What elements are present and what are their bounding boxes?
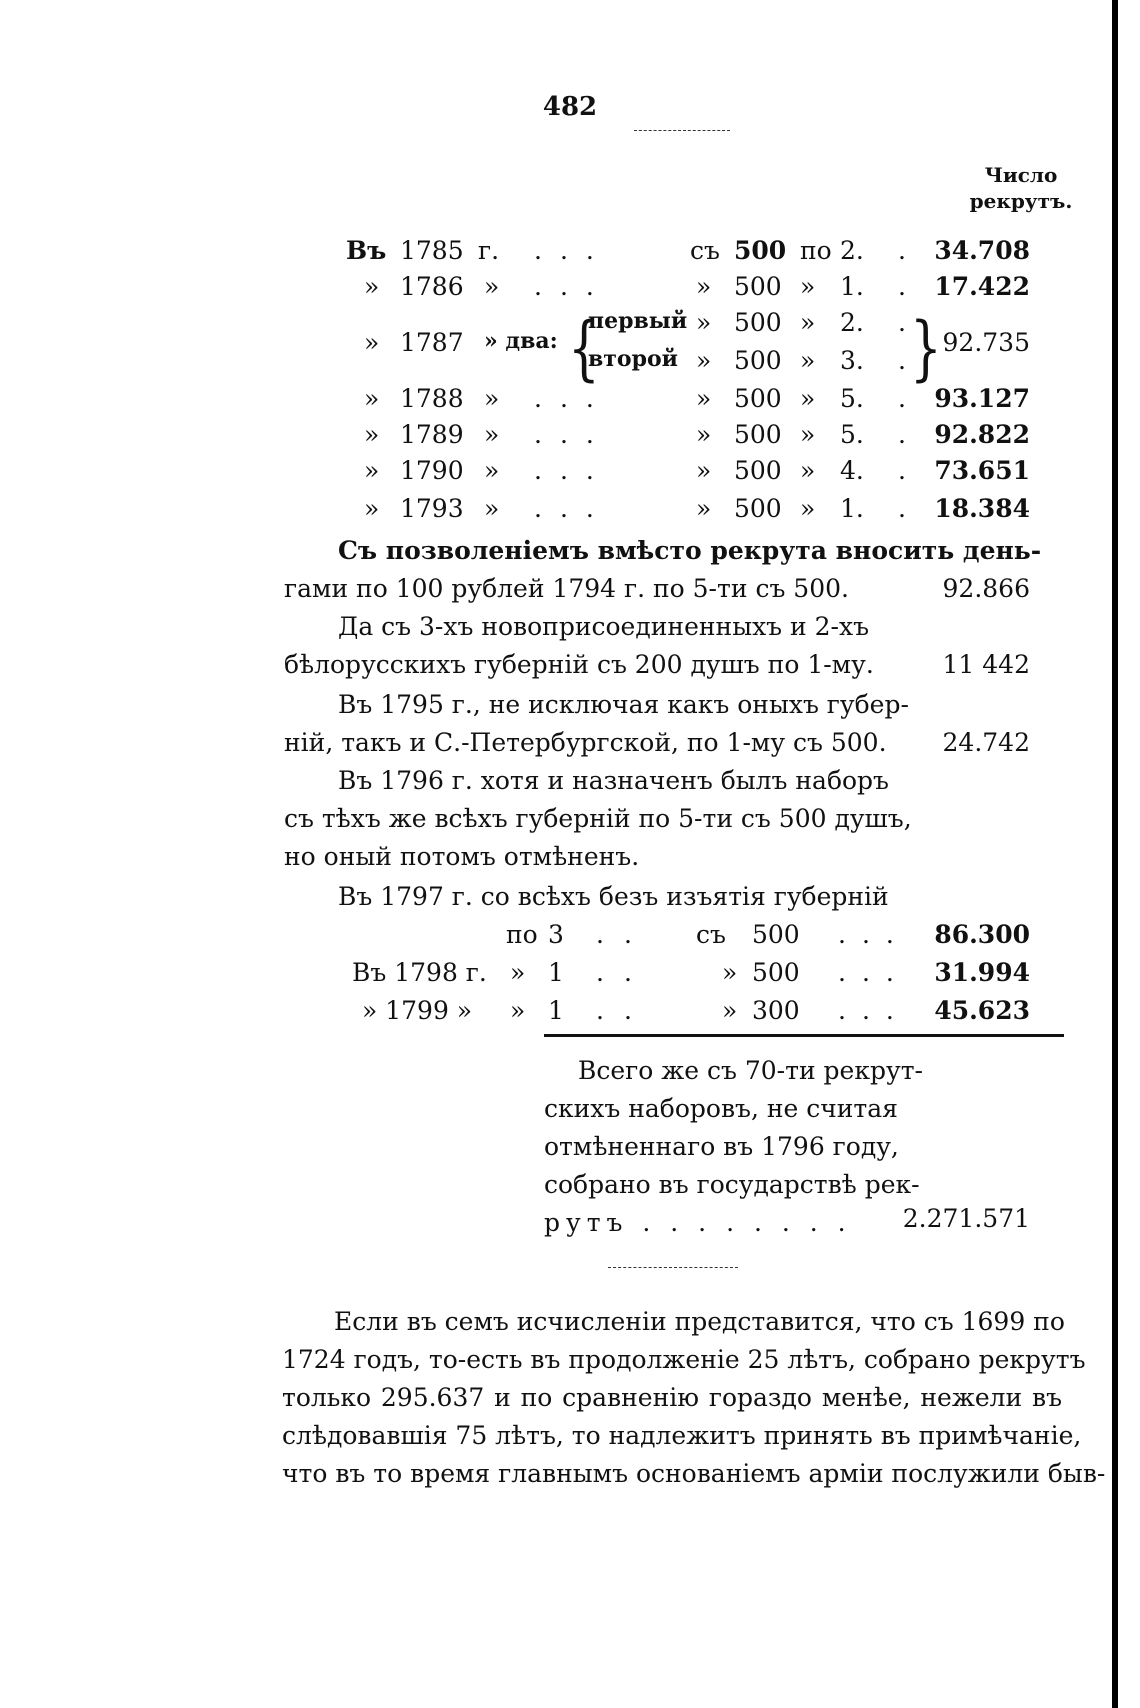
row-total: 73.651: [934, 456, 1030, 485]
table-row: [0, 996, 1100, 1032]
row-dots: ..: [596, 920, 652, 949]
row-dots-2: .: [898, 420, 906, 449]
row-base: 500: [734, 346, 782, 375]
row-po: »: [800, 272, 816, 301]
row-ratio-pre: съ: [696, 920, 726, 949]
row-ratio-pre: »: [696, 346, 712, 375]
row-dots-2: .: [898, 236, 906, 265]
text-line: Если въ семъ исчисленіи представится, что съ 1699 по: [334, 1307, 1065, 1336]
row-ratio-pre: »: [696, 308, 712, 337]
row-dots: ...: [534, 236, 612, 265]
row-lead: Въ 1798 г.: [352, 958, 487, 987]
row-total: 92.822: [934, 420, 1030, 449]
text-line: Да съ 3-хъ новоприсоединенныхъ и 2-хъ: [338, 612, 870, 641]
row-unit: »: [484, 494, 500, 523]
row-count: 5.: [840, 420, 864, 449]
row-ratio-pre: »: [696, 456, 712, 485]
row-prefix: »: [364, 328, 380, 357]
row-dots: ...: [534, 456, 612, 485]
row-unit: »: [484, 272, 500, 301]
text-line: Въ 1797 г. со всѣхъ безъ изъятія губерній: [338, 882, 889, 911]
sub-levy-first: первый: [588, 308, 688, 334]
row-dots: ..: [596, 958, 652, 987]
column-header-line-1: Число: [984, 163, 1058, 187]
row-prefix: »: [364, 494, 380, 523]
table-row: [0, 958, 1100, 994]
row-year: 1785: [400, 236, 464, 265]
row-total: 92.866: [942, 574, 1030, 603]
row-dots: ...: [534, 384, 612, 413]
text-line: только 295.637 и по сравненію гораздо менѣе, нежели въ: [282, 1383, 1062, 1412]
row-po: »: [800, 456, 816, 485]
text-line: собрано въ государствѣ рек-: [544, 1170, 920, 1199]
row-unit: »: [484, 456, 500, 485]
row-dots-2: .: [898, 456, 906, 485]
row-total: 18.384: [934, 494, 1030, 523]
row-total: 92.735: [942, 328, 1030, 357]
row-base: 500: [734, 420, 782, 449]
row-unit: г.: [478, 236, 500, 265]
page-edge-shadow: [1112, 0, 1118, 1708]
row-po: »: [510, 996, 526, 1025]
row-po: »: [510, 958, 526, 987]
text-line: Въ 1796 г. хотя и назначенъ былъ наборъ: [338, 766, 889, 795]
paragraph-1797: [338, 878, 958, 916]
row-ratio-pre: »: [722, 996, 738, 1025]
row-po: »: [800, 308, 816, 337]
row-base: 500: [734, 384, 782, 413]
column-header-line-2: рекрутъ.: [969, 189, 1073, 213]
row-dots-2: ...: [838, 920, 910, 949]
header-rule: [634, 130, 730, 131]
row-base: 500: [734, 456, 782, 485]
table-row: [0, 384, 1100, 420]
row-count: 1: [548, 996, 564, 1025]
row-count: 2.: [840, 308, 864, 337]
row-dots-2: ...: [838, 958, 910, 987]
row-po: »: [800, 420, 816, 449]
row-count: 5.: [840, 384, 864, 413]
text-line: скихъ наборовъ, не считая: [544, 1094, 898, 1123]
text-line: слѣдовавшія 75 лѣтъ, то надлежитъ принять въ примѣчаніе,: [282, 1421, 1082, 1450]
row-label: » два:: [484, 328, 558, 354]
row-ratio-pre: »: [696, 494, 712, 523]
row-dots-2: ...: [838, 996, 910, 1025]
table-row: [0, 920, 1100, 956]
row-total: 17.422: [934, 272, 1030, 301]
row-base: 500: [734, 308, 782, 337]
row-base: 500: [734, 236, 787, 265]
column-header: [966, 162, 1076, 214]
row-dots-2: .: [898, 308, 906, 337]
text-line: гами по 100 рублей 1794 г. по 5-ти съ 500.: [284, 574, 849, 603]
text-line: но оный потомъ отмѣненъ.: [284, 842, 640, 871]
table-row: [0, 456, 1100, 492]
row-base: 500: [734, 494, 782, 523]
row-base: 500: [734, 272, 782, 301]
body-paragraph: [282, 1303, 1106, 1493]
row-lead: » 1799 »: [362, 996, 473, 1025]
text-line: что въ то время главнымъ основаніемъ арміи послужили быв-: [282, 1459, 1106, 1488]
row-ratio-pre: »: [696, 420, 712, 449]
row-total: 86.300: [934, 920, 1030, 949]
row-year: 1789: [400, 420, 464, 449]
text-line: отмѣненнаго въ 1796 году,: [544, 1132, 899, 1161]
table-row: [0, 236, 1100, 272]
row-base: 500: [752, 920, 800, 949]
row-ratio-pre: »: [722, 958, 738, 987]
row-dots: ...: [534, 420, 612, 449]
row-prefix: »: [364, 420, 380, 449]
text-line: Всего же съ 70-ти рекрут-: [578, 1056, 923, 1085]
row-po: по: [800, 236, 832, 265]
row-po: по: [506, 920, 538, 949]
row-year: 1787: [400, 328, 464, 357]
row-count: 4.: [840, 456, 864, 485]
row-prefix: »: [364, 384, 380, 413]
row-dots: ..: [596, 996, 652, 1025]
row-count: 3: [548, 920, 564, 949]
row-dots-2: .: [898, 384, 906, 413]
section-separator: [608, 1267, 738, 1268]
row-year: 1788: [400, 384, 464, 413]
text-line: Въ 1795 г., не исключая какъ оныхъ губер-: [338, 690, 909, 719]
text-line: ній, такъ и С.-Петербургской, по 1-му съ 500.: [284, 728, 887, 757]
row-ratio-pre: съ: [690, 236, 720, 265]
row-count: 1: [548, 958, 564, 987]
row-dots-2: .: [898, 346, 906, 375]
row-count: 1.: [840, 494, 864, 523]
row-unit: »: [484, 420, 500, 449]
row-total: 45.623: [934, 996, 1030, 1025]
row-count: 1.: [840, 272, 864, 301]
row-base: 300: [752, 996, 800, 1025]
row-dots-2: .: [898, 494, 906, 523]
row-prefix: »: [364, 272, 380, 301]
row-year: 1786: [400, 272, 464, 301]
row-total: 11 442: [942, 650, 1030, 679]
row-unit: »: [484, 384, 500, 413]
sum-rule: [544, 1034, 1064, 1037]
grand-total: 2.271.571: [902, 1204, 1030, 1233]
page-number: 482: [542, 92, 598, 122]
row-base: 500: [752, 958, 800, 987]
row-ratio-pre: »: [696, 272, 712, 301]
row-count: 3.: [840, 346, 864, 375]
row-po: »: [800, 346, 816, 375]
row-ratio-pre: »: [696, 384, 712, 413]
row-total: 31.994: [934, 958, 1030, 987]
text-line: бѣлорусскихъ губерній съ 200 душъ по 1-му.: [284, 650, 874, 679]
text-line: 1724 годъ, то-есть въ продолженіе 25 лѣтъ, собрано рекрутъ: [282, 1345, 1086, 1374]
row-dots: ...: [534, 272, 612, 301]
row-po: »: [800, 494, 816, 523]
row-prefix: »: [364, 456, 380, 485]
row-total: 24.742: [942, 728, 1030, 757]
row-total: 34.708: [934, 236, 1030, 265]
text-line: рутъ . . . . . . . .: [544, 1208, 852, 1237]
row-dots-2: .: [898, 272, 906, 301]
row-year: 1793: [400, 494, 464, 523]
right-brace-icon: }: [910, 307, 942, 389]
row-po: »: [800, 384, 816, 413]
row-year: 1790: [400, 456, 464, 485]
row-total: 93.127: [934, 384, 1030, 413]
text-line: Съ позволеніемъ вмѣсто рекрута вносить день-: [338, 536, 1042, 565]
row-prefix: Въ: [346, 236, 387, 265]
row-dots: ...: [534, 494, 612, 523]
table-row: [0, 420, 1100, 456]
text-line: съ тѣхъ же всѣхъ губерній по 5-ти съ 500 душъ,: [284, 804, 912, 833]
row-count: 2.: [840, 236, 864, 265]
table-row: [0, 494, 1100, 530]
paragraph-1796: [284, 762, 910, 876]
left-brace-icon: {: [568, 307, 600, 389]
sub-levy-second: второй: [588, 346, 678, 372]
